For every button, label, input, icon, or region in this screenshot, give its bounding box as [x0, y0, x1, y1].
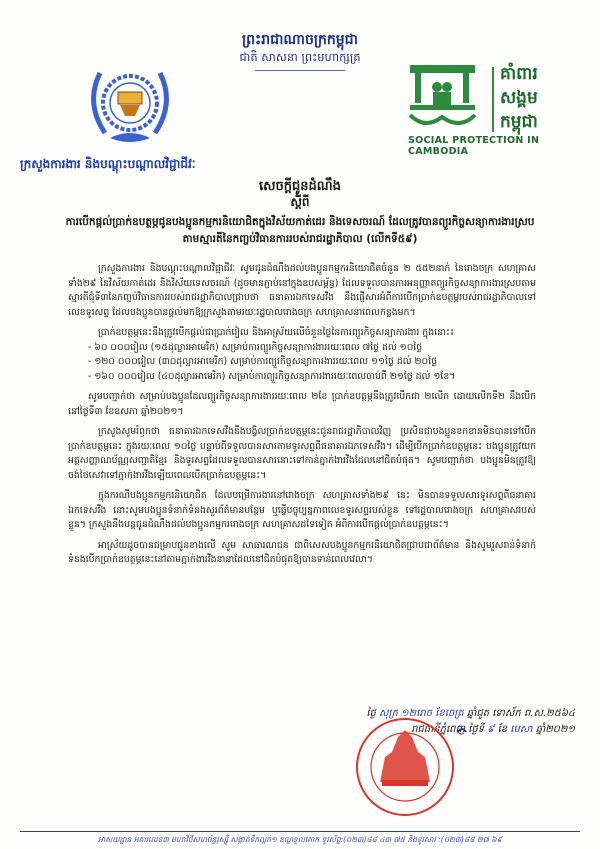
wordmark-line: កម្ពុជា: [500, 112, 538, 132]
footer-address: អាសយដ្ឋាន អគារលេខ៣ មហាវិថីសហព័ន្ធរុស្ស៊ី សង្កាត់ទឹកល្អក់១ ខណ្ឌទួលគោក ទូរស័ព្ទ:(០២៣)៨៨ ៤៣ ៧៥ និងទូរសារ :(០២៣)៨៨ ២៧ ៦៩: [98, 835, 502, 844]
kingdom-heading: ព្រះរាជាណាចក្រកម្ពុជា: [241, 32, 358, 48]
amount-item: - ១២០ ០០០រៀល (៣០ដុល្លារអាមេរិក) សម្រាប់ការព្យួរកិច្ចសន្យាការងាររយៈពេល ១១ថ្ងៃ ដល់ ២០ថ្ងៃ: [88, 355, 536, 370]
wordmark-line: សង្គម: [500, 88, 538, 108]
lunar-date-suffix: ឆ្នាំជូត ទោស័ក ព.ស.២៥៦៤: [466, 708, 575, 719]
social-protection-caption: SOCIAL PROTECTION IN CAMBODIA: [408, 135, 540, 157]
paragraph-amounts-intro: ប្រាក់ឧបត្ថម្ភនេះនឹងត្រូវបើកផ្តល់ជាប្រាក់រៀល និងអាស្រ័យលើចំនួនថ្ងៃនៃការព្យួរកិច្ចសន្យាការងារ ក្នុងនោះ៖: [98, 327, 455, 338]
social-protection-khmer-wordmark: [500, 62, 538, 134]
ministry-name: ក្រសួងការងារ និងបណ្តុះបណ្តាលវិជ្ជាជីវៈ: [20, 157, 196, 171]
paragraph-contact: ក្នុងករណីបងប្អូនកម្មករនិយោជិត ដែលបម្រើការងារនៅរោងចក្រ សហគ្រាសទាំង២៩ នេះ មិនបានទទួលសារទូរសព្ទពីធនាគារឯកទេសវីង នោះសូមបងប្អូនទំនាក់ទំនងសួរព័ត៌មានបន្ថែម ឬធ្វើបច្ចុប្បន្នភាពលេខទូរសព្ទរបស់ខ្លួន ទៅរដ្ឋបាលរោងចក្រ សហគ្រាសរបស់ខ្លួន។ ក្រសួងនឹងបន្តជូនដំណឹងដល់បងប្អូនកម្មកររោងចក្រ សហគ្រាសដទៃទៀត អំពីការបើកផ្តល់ប្រាក់ឧបត្ថម្ភនេះ។: [68, 490, 536, 530]
wordmark-line: គាំពារ: [500, 64, 538, 84]
paragraph-intro: ក្រសួងការងារ និងបណ្តុះបណ្តាលវិជ្ជាជីវៈ សូមជូនដំណឹងដល់បងប្អូនកម្មករនិយោជិតចំនួន ២ ៥៥២នាក់ នៃរោងចក្រ សហគ្រាសទាំង២៩ នៃវិស័យកាត់ដេរ និងវិស័យទេសចរណ៍ (ដូចមានភ្ជាប់នៅក្នុងឧបសម្ព័ន្ធ) ដែលទទួលបានការអនុញ្ញាតព្យួរកិច្ចសន្យាការងារស្របតាមស្មារតីជុំទី៣នៃកញ្ចប់វិធានការរបស់រាជរដ្ឋាភិបាលជ្រាបថា ធនាគារឯកទេសវីង នឹងផ្ញើសារអំពីការបើកប្រាក់ឧបត្ថម្ភរបស់រាជរដ្ឋាភិបាលទៅលេខទូរសព្ទ ដែលបងប្អូនបានផ្តល់មកឱ្យក្រសួងតាមរយៈរដ្ឋបាលរោងចក្រ សហគ្រាសនាពេលកន្លងមក។: [68, 263, 536, 318]
paragraph-reminder: ក្រសួងសូមរំឭកថា ធនាគារឯកទេសវីងនឹងបង្វិលប្រាក់ឧបត្ថម្ភនេះជូនរាជរដ្ឋាភិបាលវិញ ប្រសិនជាបងប្អូនខកខានមិនបានទៅបើកប្រាក់ឧបត្ថម្ភនេះ ក្នុងរយៈពេល ១០ថ្ងៃ បន្ទាប់ពីទទួលបានសារតាមទូរសព្ទពីធនាគារឯកទេសវីង។ ដើម្បីបើកប្រាក់ឧបត្ថម្ភនេះ បងប្អូនត្រូវយកអត្តសញ្ញាណប័ណ្ណសញ្ជាតិខ្មែរ និងទូរសព្ទដែលទទួលបានសារនោះទៅកាន់ភ្នាក់ងារវីងដែលនៅជិតបំផុត។ សូមបញ្ជាក់ថា បងប្អូនមិនត្រូវឱ្យចង់ថៃសេវាទៅភ្នាក់ងារវីងឡើយពេលបើកប្រាក់ឧបត្ថម្ភនេះ។: [68, 426, 536, 481]
paragraph-closing: អាស្រ័យដូចបានជម្រាបជូនខាងលើ សូម សាធារណជន ជាពិសេសបងប្អូនកម្មករនិយោជិតជ្រាបជាព័ត៌មាន និងសូមរួសរាន់ទំនាក់ទំនងបើកប្រាក់ឧបត្ថម្ភនេះនៅតាមភ្នាក់ងារវីងនានាដែលនៅជិតបំផុតឱ្យបានទាន់ពេលវេលា។: [68, 539, 536, 565]
ministry-logo-icon: [80, 58, 180, 153]
motto-divider: [255, 70, 345, 71]
notice-title: សេចក្តីជូនដំណឹង: [259, 179, 341, 194]
month-handwritten: មេសា: [510, 724, 533, 735]
national-motto: ជាតិ សាសនា ព្រះមហាក្សត្រ: [239, 50, 361, 64]
year: ឆ្នាំ២០២១: [535, 724, 575, 735]
paragraph-installment-note: សូមបញ្ជាក់ថា សម្រាប់បងប្អូនដែលព្យួរកិច្ចសន្យាការងាររយៈពេល ២ខែ ប្រាក់ឧបត្ថម្ភនឹងត្រូវបើកជា ២លើក ដោយលើកទី២ នឹងបើកនៅថ្ងៃទី៣ ខែឧសភា ឆ្នាំ២០២១។: [68, 391, 536, 417]
footer-divider: [20, 831, 580, 832]
official-seal-icon: [340, 712, 470, 822]
city-date-prefix: រាជធានីភ្នំពេញ ថ្ងៃទី: [411, 724, 485, 735]
lunar-date-prefix: ថ្ងៃ: [366, 708, 376, 719]
month-prefix: ខែ: [497, 724, 508, 735]
notice-subject: ការបើកផ្តល់ប្រាក់ឧបត្ថម្ភជូនបងប្អូនកម្មករនិយោជិតក្នុងវិស័យកាត់ដេរ និងទេសចរណ៍ ដែលត្រូវបានព្យួរកិច្ចសន្យាការងារស្របតាមស្មារតីនៃកញ្ចប់វិធានការរបស់រាជរដ្ឋាភិបាល (លើកទី៥៩): [65, 216, 535, 245]
lunar-date-handwritten: សុក្រ ១២រោច ខែចេត្រ: [379, 708, 464, 719]
amount-item: - ១៦០ ០០០រៀល (៤០ដុល្លារអាមេរិក) សម្រាប់ការព្យួរកិច្ចសន្យាការងាររយៈពេលចាប់ពី ២១ថ្ងៃ ដល់ ១ខែ។: [88, 370, 536, 385]
amount-item: - ៦០ ០០០រៀល (១៥ដុល្លារអាមេរិក) សម្រាប់ការព្យួរកិច្ចសន្យាការងាររយៈពេល ៧ថ្ងៃ ដល់ ១០ថ្ងៃ: [88, 341, 536, 356]
notice-subject-label: ស្តីពី: [290, 195, 310, 209]
notice-body: [68, 262, 536, 574]
day-handwritten: ៩: [487, 724, 495, 735]
amount-list: [88, 341, 536, 385]
